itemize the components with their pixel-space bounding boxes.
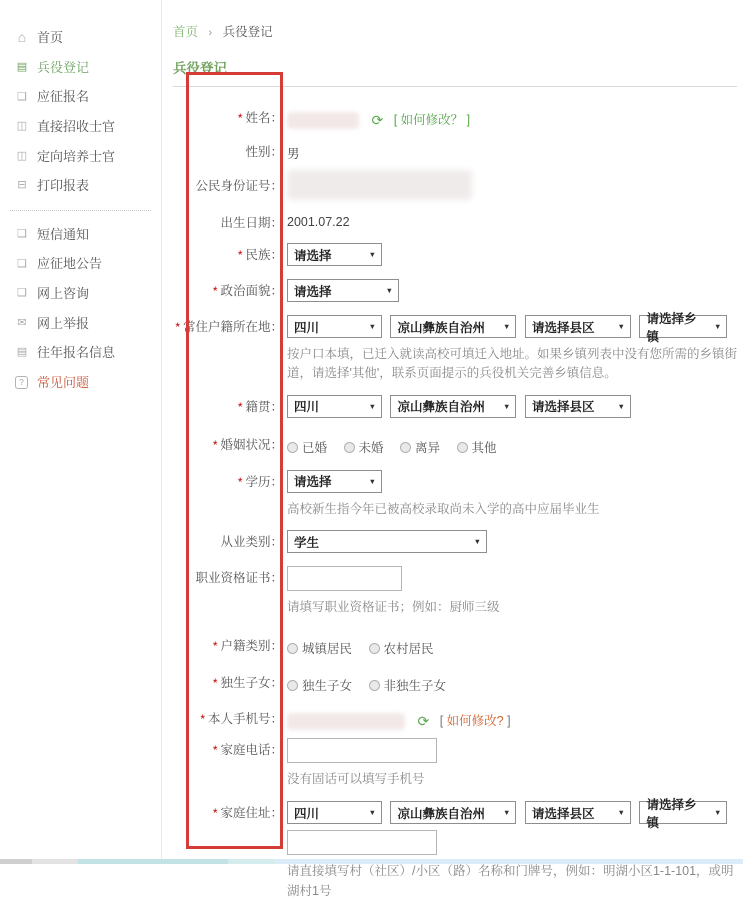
chevron-down-icon: ▼ xyxy=(368,401,376,411)
form-row-certificate xyxy=(173,566,737,617)
form-row-occupation xyxy=(173,530,737,553)
how-to-modify-phone-link[interactable]: 如何修改? xyxy=(446,713,504,728)
breadcrumb xyxy=(173,0,737,40)
bottom-strip-segment xyxy=(228,859,275,864)
bracket-open: [ xyxy=(439,713,444,728)
chat-bubble-icon: ❑ xyxy=(17,257,27,270)
sidebar-item-label: 往年报名信息 xyxy=(37,345,116,361)
name-value-redacted xyxy=(287,112,359,129)
sidebar-item-military-registration[interactable] xyxy=(0,53,161,83)
form-row-political-status xyxy=(173,279,737,302)
main-content xyxy=(163,0,743,898)
political-status-select[interactable] xyxy=(287,279,399,302)
address-city-select[interactable] xyxy=(390,801,516,824)
occupation-select[interactable] xyxy=(287,530,487,553)
bottom-strip-segment xyxy=(275,859,743,864)
chat-bubble-icon: ❑ xyxy=(17,227,27,240)
required-marker: * xyxy=(212,806,218,821)
question-icon: ? xyxy=(15,376,28,389)
chevron-down-icon: ▼ xyxy=(617,808,625,818)
name-label: 姓名： xyxy=(245,111,283,125)
required-marker: * xyxy=(212,437,218,452)
chevron-down-icon: ▼ xyxy=(617,322,625,332)
radio-circle-icon xyxy=(369,643,380,654)
form-row-education xyxy=(173,470,737,519)
form-row-gender xyxy=(173,140,737,162)
radio-circle-icon xyxy=(344,442,355,453)
address-city-value: 凉山彝族自治州 xyxy=(397,806,485,821)
breadcrumb-home-link[interactable]: 首页 xyxy=(173,25,199,39)
address-county-select[interactable] xyxy=(525,801,631,824)
refresh-icon[interactable]: ⟳ xyxy=(417,712,430,729)
household-city-value: 凉山彝族自治州 xyxy=(397,320,485,335)
household-town-select[interactable] xyxy=(639,311,727,344)
native-city-value: 凉山彝族自治州 xyxy=(397,400,485,415)
radio-circle-icon xyxy=(287,442,298,453)
radio-only-child[interactable] xyxy=(287,679,352,693)
household-type-label: 户籍类别： xyxy=(220,638,283,653)
sidebar-item-direct-nco-recruit[interactable] xyxy=(0,112,161,142)
form-row-phone xyxy=(173,707,737,730)
bracket-close: ] xyxy=(507,713,511,728)
sidebar-item-past-registration-info[interactable] xyxy=(0,338,161,368)
title-divider xyxy=(173,86,737,87)
bottom-edge-strip xyxy=(0,859,743,864)
required-marker: * xyxy=(237,111,243,125)
home-phone-label: 家庭电话： xyxy=(220,742,283,757)
form-row-ethnicity xyxy=(173,243,737,266)
chevron-down-icon: ▼ xyxy=(385,286,393,296)
required-marker: * xyxy=(237,248,243,263)
form-row-household-location xyxy=(173,311,738,384)
required-marker: * xyxy=(200,711,205,726)
sidebar-item-online-consult[interactable] xyxy=(0,279,161,309)
radio-circle-icon xyxy=(400,442,411,453)
ethnicity-label: 民族： xyxy=(245,248,283,263)
form-row-birth-date xyxy=(173,211,737,232)
native-province-value: 四川 xyxy=(294,400,320,415)
sidebar-item-sms-notice[interactable] xyxy=(0,220,161,250)
radio-rural-resident[interactable] xyxy=(369,642,434,656)
id-number-value-redacted xyxy=(287,170,472,200)
birth-date-label: 出生日期： xyxy=(220,216,283,231)
chevron-down-icon: ▼ xyxy=(473,537,481,547)
radio-label: 离异 xyxy=(415,440,441,455)
printer-icon: ⊟ xyxy=(17,179,27,192)
native-city-select[interactable] xyxy=(390,395,516,418)
sidebar-item-faq[interactable] xyxy=(0,368,161,398)
radio-label: 独生子女 xyxy=(302,678,353,693)
chevron-down-icon: ▼ xyxy=(368,808,376,818)
sidebar-item-label: 打印报表 xyxy=(37,178,90,194)
household-city-select[interactable] xyxy=(390,315,516,338)
sidebar-item-label: 网上咨询 xyxy=(37,285,90,301)
home-phone-hint: 没有固话可以填写手机号 xyxy=(287,771,425,786)
household-province-select[interactable] xyxy=(287,315,382,338)
chevron-down-icon: ▼ xyxy=(503,401,511,411)
required-marker: * xyxy=(212,675,218,690)
radio-not-only-child[interactable] xyxy=(369,679,447,693)
mail-icon: ✉ xyxy=(17,316,27,329)
certificate-hint: 请填写职业资格证书；例如：厨师三级 xyxy=(287,600,500,615)
chat-bubble-icon: ❑ xyxy=(17,287,27,300)
sidebar-item-print-report[interactable] xyxy=(0,171,161,201)
required-marker: * xyxy=(212,638,218,653)
sidebar-item-label: 应征报名 xyxy=(37,89,90,105)
bottom-strip-segment xyxy=(0,859,32,864)
education-label: 学历： xyxy=(245,474,283,489)
address-province-select[interactable] xyxy=(287,801,382,824)
sidebar-item-targeted-nco-training[interactable] xyxy=(0,142,161,172)
radio-circle-icon xyxy=(369,680,380,691)
sidebar-item-label: 定向培养士官 xyxy=(37,148,116,164)
household-town-value: 请选择乡镇 xyxy=(646,311,697,344)
sidebar-item-label: 直接招收士官 xyxy=(37,118,116,134)
radio-urban-resident[interactable] xyxy=(287,642,352,656)
radio-married[interactable] xyxy=(287,441,327,455)
sidebar-item-label: 短信通知 xyxy=(37,226,90,242)
how-to-modify-name-link[interactable]: [ 如何修改？ ] xyxy=(393,113,471,127)
education-hint: 高校新生指今年已被高校录取尚未入学的高中应届毕业生 xyxy=(287,501,600,516)
certificate-input[interactable] xyxy=(287,566,402,591)
address-county-value: 请选择县区 xyxy=(531,806,595,821)
refresh-icon[interactable]: ⟳ xyxy=(371,112,384,129)
native-county-select[interactable] xyxy=(525,395,631,418)
person-card-icon: ◫ xyxy=(16,120,28,133)
ethnicity-select-value: 请选择 xyxy=(294,248,332,263)
political-status-label: 政治面貌： xyxy=(220,284,283,299)
radio-label: 非独生子女 xyxy=(383,678,447,693)
address-province-value: 四川 xyxy=(294,806,320,821)
chevron-down-icon: ▼ xyxy=(714,322,722,332)
history-doc-icon: ▤ xyxy=(16,346,28,359)
household-county-value: 请选择县区 xyxy=(531,320,595,335)
form-row-id-number xyxy=(173,170,737,203)
radio-circle-icon xyxy=(287,680,298,691)
certificate-label: 职业资格证书： xyxy=(195,571,283,586)
registration-form xyxy=(173,106,737,901)
chevron-down-icon: ▼ xyxy=(368,322,376,332)
chevron-down-icon: ▼ xyxy=(503,808,511,818)
sidebar-item-enlist-signup[interactable] xyxy=(0,82,161,112)
ethnicity-select[interactable] xyxy=(287,243,382,266)
household-location-label: 常住户籍所在地： xyxy=(182,320,283,335)
native-county-value: 请选择县区 xyxy=(531,400,595,415)
required-marker: * xyxy=(175,320,180,335)
sidebar-item-online-report[interactable] xyxy=(0,309,161,339)
home-icon: ⌂ xyxy=(17,29,27,45)
address-town-select[interactable] xyxy=(639,797,727,830)
radio-label: 农村居民 xyxy=(383,641,434,656)
sidebar-item-enlist-area-announcement[interactable] xyxy=(0,249,161,279)
chevron-down-icon: ▼ xyxy=(714,808,722,818)
sidebar-item-label: 应征地公告 xyxy=(37,256,103,272)
person-card-icon: ◫ xyxy=(16,149,28,162)
form-row-native-place xyxy=(173,395,737,418)
chevron-down-icon: ▼ xyxy=(368,476,376,486)
radio-label: 城镇居民 xyxy=(302,641,353,656)
address-label: 家庭住址： xyxy=(220,806,283,821)
required-marker: * xyxy=(237,474,243,489)
sidebar-item-label: 兵役登记 xyxy=(37,59,90,75)
home-phone-input[interactable] xyxy=(287,738,437,763)
birth-date-value: 2001.07.22 xyxy=(287,215,350,230)
chevron-down-icon: ▼ xyxy=(503,322,511,332)
address-detail-input[interactable] xyxy=(287,830,437,855)
radio-circle-icon xyxy=(287,643,298,654)
radio-circle-icon xyxy=(457,442,468,453)
sidebar xyxy=(0,0,162,864)
required-marker: * xyxy=(237,399,243,414)
sidebar-item-home[interactable] xyxy=(0,22,161,53)
occupation-label: 从业类别： xyxy=(220,535,283,550)
required-marker: * xyxy=(212,742,218,757)
radio-label: 未婚 xyxy=(358,440,384,455)
chat-bubble-icon: ❑ xyxy=(17,90,27,103)
form-row-only-child xyxy=(173,671,737,694)
gender-value: 男 xyxy=(287,147,300,162)
required-marker: * xyxy=(212,284,218,299)
marital-status-label: 婚姻状况： xyxy=(220,437,283,452)
id-number-label: 公民身份证号： xyxy=(195,179,283,194)
registration-doc-icon: ▤ xyxy=(16,61,28,73)
household-location-hint: 按户口本填，已迁入就读高校可填迁入地址。如果乡镇列表中没有您所需的乡镇街道，请选择'其他'，联系页面提示的兵役机关完善乡镇信息。 xyxy=(287,347,738,381)
radio-divorced[interactable] xyxy=(400,441,440,455)
address-town-value: 请选择乡镇 xyxy=(646,797,697,830)
radio-other[interactable] xyxy=(457,441,497,455)
household-county-select[interactable] xyxy=(525,315,631,338)
radio-unmarried[interactable] xyxy=(344,441,384,455)
page-title: 兵役登记 xyxy=(173,61,227,76)
radio-label: 其他 xyxy=(471,440,497,455)
sidebar-divider xyxy=(10,210,151,211)
form-row-name xyxy=(173,106,737,129)
phone-value-redacted xyxy=(287,713,405,730)
address-hint: 请直接填写村（社区）/小区（路）名称和门牌号，例如：明湖小区1-1-101，或明湖村1号 xyxy=(287,864,734,898)
native-place-label: 籍贯： xyxy=(245,399,283,414)
sidebar-item-label: 首页 xyxy=(37,29,64,45)
only-child-label: 独生子女： xyxy=(220,675,283,690)
radio-label: 已婚 xyxy=(302,440,328,455)
occupation-select-value: 学生 xyxy=(294,535,320,550)
bottom-strip-segment xyxy=(78,859,228,864)
sidebar-item-label: 网上举报 xyxy=(37,315,90,331)
form-row-household-type xyxy=(173,634,737,657)
chevron-down-icon: ▼ xyxy=(368,250,376,260)
form-row-address xyxy=(173,797,737,901)
household-province-value: 四川 xyxy=(294,320,320,335)
form-row-marital-status xyxy=(173,433,737,456)
education-select[interactable] xyxy=(287,470,382,493)
form-row-home-phone xyxy=(173,738,737,789)
education-select-value: 请选择 xyxy=(294,475,332,490)
sidebar-item-label: 常见问题 xyxy=(37,374,90,390)
political-status-select-value: 请选择 xyxy=(294,284,332,299)
gender-label: 性别： xyxy=(245,145,283,160)
breadcrumb-separator: › xyxy=(208,27,213,39)
breadcrumb-current: 兵役登记 xyxy=(222,25,273,39)
bottom-strip-segment xyxy=(32,859,78,864)
native-province-select[interactable] xyxy=(287,395,382,418)
chevron-down-icon: ▼ xyxy=(617,401,625,411)
phone-label: 本人手机号： xyxy=(207,711,283,726)
